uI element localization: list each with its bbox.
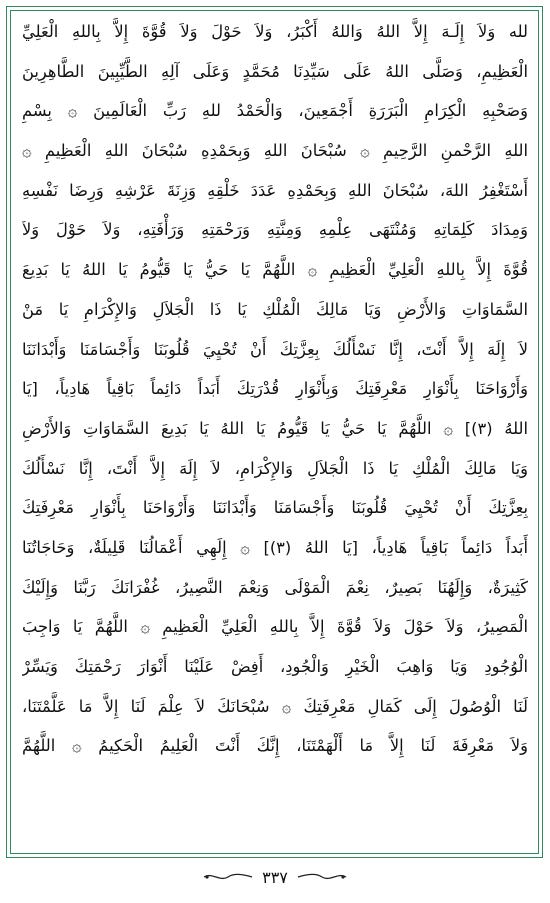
- text-line: قُوَّةَ إِلاَّ بِاللهِ الْعَلِيِّ الْعَظِيمِ ۞ اللَّهُمَّ يَا حَيُّ يَا قَيُّومُ يَا اللهُ يَا بَدِيعَ: [22, 260, 528, 280]
- text-line: اللهِ الرَّحْمنِ الرَّحِيمِ ۞ سُبْحَانَ اللهِ وَبِحَمْدِهِ سُبْحَانَ اللهِ الْعَظِيمِ ۞: [22, 141, 528, 161]
- text-line: وَمِدَادَ كَلِمَاتِهِ وَمُنْتَهَى عِلْمِهِ وَمِنَّتِهِ وَرَحْمَتِهِ وَرَأْفَتِهِ، وَلاَ حَوْلَ وَلاَ: [22, 220, 528, 240]
- text-line: كَثِيرَةٌ، وَإِلَهُنَا بَصِيرٌ، نِعْمَ الْمَوْلَى وَنِعْمَ النَّصِيرُ، غُفْرَانَكَ رَبَّنَا وَإِلَيْكَ: [22, 577, 528, 597]
- page-footer: [0, 862, 550, 892]
- flourish-right-icon: [296, 870, 348, 884]
- flourish-left-icon: [202, 870, 254, 884]
- text-line: وَيَا مَالِكَ الْمُلْكِ يَا ذَا الْجَلاَلِ وَالإِكْرَامِ، لاَ إِلَهَ إِلاَّ أَنْتَ، إِنَّا نَسْأَلُكَ: [22, 458, 528, 478]
- text-line: الْمَصِيرُ، وَلاَ حَوْلَ وَلاَ قُوَّةَ إِلاَّ بِاللهِ الْعَلِيِّ الْعَظِيمِ ۞ اللَّهُمَّ يَا وَاجِبَ: [22, 617, 528, 637]
- text-line: لَنَا الْوُصُولَ إِلَى كَمَالِ مَعْرِفَتِكَ ۞ سُبْحَانَكَ لاَ عِلْمَ لَنَا إِلاَّ مَا عَلَّمْتَنَا،: [22, 696, 528, 716]
- text-line: الْوُجُودِ وَيَا وَاهِبَ الْخَيْرِ وَالْجُودِ، أَفِضْ عَلَيْنَا أَنْوَارَ رَحْمَتِكَ وَيَسِّرْ: [22, 657, 528, 676]
- text-line: السَّمَاوَاتِ وَالأَرْضِ وَيَا مَالِكَ الْمُلْكِ يَا ذَا الْجَلاَلِ وَالإِكْرَامِ يَا مَنْ: [22, 299, 528, 319]
- prayer-text-block: [22, 12, 528, 766]
- text-line: وَصَحْبِهِ الْكِرَامِ الْبَرَرَةِ أَجْمَعِينَ، وَالْحَمْدُ للهِ رَبِّ الْعَالَمِينَ ۞ بِسْمِ: [22, 101, 528, 121]
- page-number: ٣٣٧: [262, 867, 288, 887]
- text-line: لله وَلاَ إِلَـهَ إِلاَّ اللهُ وَاللهُ أَكْبَرُ، وَلاَ حَوْلَ وَلاَ قُوَّةَ إِلاَّ بِاللهِ الْعَلِيِّ: [22, 22, 528, 41]
- text-line: الْعَظِيمِ، وَصَلَّى اللهُ عَلَى سَيِّدِنَا مُحَمَّدٍ وَعَلَى آلِهِ الطَّيِّبِينَ الطَّاهِرِينَ: [22, 61, 528, 81]
- text-line: وَأَرْوَاحَنَا بِأَنْوَارِ مَعْرِفَتِكَ وَبِأَنْوَارِ قُدْرَتِكَ أَبَداً دَائِماً بَاقِياً هَادِياً، [يَا: [22, 379, 528, 399]
- text-line: لاَ إِلَهَ إِلاَّ أَنْتَ، إِنَّا نَسْأَلُكَ بِعِزَّتِكَ أَنْ تُحْيِيَ قُلُوبَنَا وَأَجْسَامَنَا وَأَبْدَانَنَا: [22, 339, 528, 359]
- text-line: أَبَداً دَائِماً بَاقِياً هَادِياً، [يَا اللهُ (٣)] ۞ إِلَهِي أَعْمَالُنَا قَلِيلَةٌ، وَحَاجَاتُنَا: [22, 537, 528, 557]
- text-line: أَسْتَغْفِرُ اللهَ، سُبْحَانَ اللهِ وَبِحَمْدِهِ عَدَدَ خَلْقِهِ وَزِنَةَ عَرْشِهِ وَرِضَا نَفْسِهِ: [22, 180, 528, 200]
- text-line: وَلاَ مَعْرِفَةَ لَنَا إِلاَّ مَا أَلْهَمْتَنَا، إِنَّكَ أَنْتَ الْعَلِيمُ الْحَكِيمُ ۞ اللَّهُمَّ: [22, 736, 528, 756]
- text-line: اللهُ (٣)] ۞ اللَّهُمَّ يَا حَيُّ يَا قَيُّومُ يَا اللهُ يَا بَدِيعَ السَّمَاوَاتِ وَالأَرْضِ: [22, 418, 528, 438]
- text-line: بِعِزَّتِكَ أَنْ تُحْيِيَ قُلُوبَنَا وَأَجْسَامَنَا وَأَبْدَانَنَا وَأَرْوَاحَنَا بِأَنْوَارِ مَعْرِفَتِكَ: [22, 498, 528, 518]
